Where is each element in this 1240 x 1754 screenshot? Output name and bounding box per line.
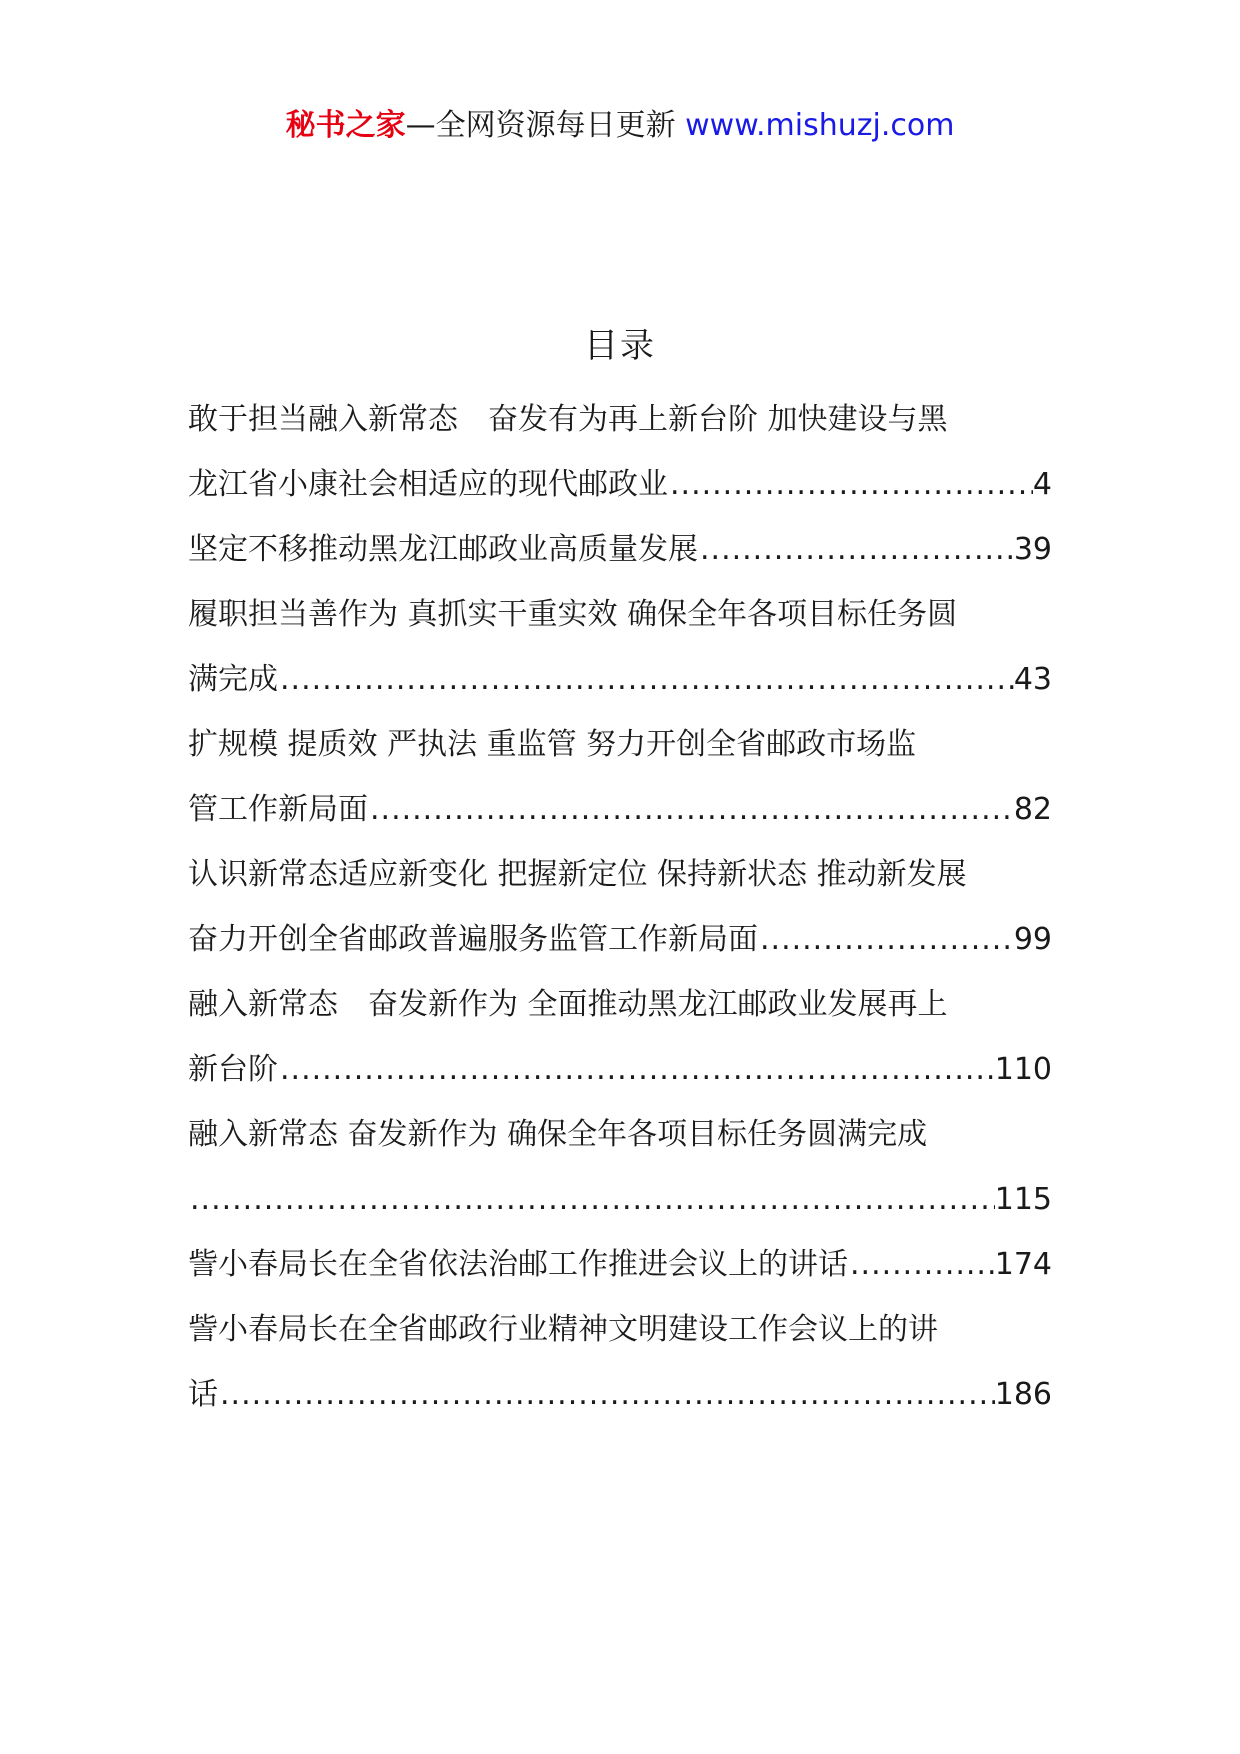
site-url-link[interactable]: www.mishuzj.com (685, 108, 955, 143)
toc-page-number: 115 (994, 1182, 1052, 1217)
toc-page-number: 82 (1013, 792, 1052, 827)
toc-dot-leader (278, 1037, 995, 1102)
toc-dot-leader (278, 647, 1014, 712)
toc-page-number: 174 (994, 1247, 1052, 1282)
toc-page-number: 186 (994, 1377, 1052, 1412)
toc-entry[interactable] (188, 582, 1052, 712)
toc-entry-final-line (188, 907, 1052, 972)
toc-entry-text: 龙江省小康社会相适应的现代邮政业 (188, 467, 668, 502)
toc-entry-text: 坚定不移推动黑龙江邮政业高质量发展 (188, 532, 698, 567)
toc-dot-leader (758, 907, 1014, 972)
toc-dot-leader (368, 777, 1014, 842)
toc-dot-leader (668, 452, 1033, 517)
toc-page-number: 110 (994, 1052, 1052, 1087)
toc-entry-line: 认识新常态适应新变化 把握新定位 保持新状态 推动新发展 (188, 857, 967, 892)
toc-entry[interactable] (188, 842, 1052, 972)
toc-entry-text: 话 (188, 1377, 218, 1412)
toc-page-number: 4 (1032, 467, 1052, 502)
toc-entry-text: 管工作新局面 (188, 792, 368, 827)
toc-entry-line: 融入新常态 奋发新作为 全面推动黑龙江邮政业发展再上 (188, 987, 948, 1022)
toc-entry[interactable] (188, 1297, 1052, 1427)
toc-entry-line: 敢于担当融入新常态 奋发有为再上新台阶 加快建设与黑 (188, 402, 948, 437)
toc-dot-leader (218, 1362, 995, 1427)
toc-page-number: 99 (1013, 922, 1052, 957)
toc-entry[interactable] (188, 517, 1052, 582)
toc-entry-final-line (188, 1232, 1052, 1297)
toc-entry-line: 訾小春局长在全省邮政行业精神文明建设工作会议上的讲 (188, 1312, 938, 1347)
toc-entry[interactable] (188, 712, 1052, 842)
table-of-contents (188, 387, 1052, 1427)
toc-dot-leader (848, 1232, 995, 1297)
toc-entry-text: 新台阶 (188, 1052, 278, 1087)
toc-entry-final-line (188, 777, 1052, 842)
toc-title: 目录 (584, 326, 656, 366)
site-header (0, 104, 1240, 148)
site-slogan: —全网资源每日更新 (405, 108, 686, 143)
toc-entry[interactable] (188, 1232, 1052, 1297)
toc-entry-final-line (188, 452, 1052, 517)
toc-entry-final-line (188, 1167, 1052, 1232)
toc-entry-final-line (188, 1362, 1052, 1427)
toc-entry-final-line (188, 1037, 1052, 1102)
toc-entry-final-line (188, 517, 1052, 582)
toc-entry[interactable] (188, 972, 1052, 1102)
toc-dot-leader (698, 517, 1014, 582)
toc-entry-final-line (188, 647, 1052, 712)
toc-entry-text: 奋力开创全省邮政普遍服务监管工作新局面 (188, 922, 758, 957)
toc-entry-line: 融入新常态 奋发新作为 确保全年各项目标任务圆满完成 (188, 1117, 928, 1152)
toc-entry-line: 履职担当善作为 真抓实干重实效 确保全年各项目标任务圆 (188, 597, 958, 632)
toc-entry-text: 满完成 (188, 662, 278, 697)
toc-entry[interactable] (188, 387, 1052, 517)
toc-entry-line: 扩规模 提质效 严执法 重监管 努力开创全省邮政市场监 (188, 727, 917, 762)
brand-name: 秘书之家 (285, 108, 406, 143)
toc-dot-leader (188, 1167, 995, 1232)
toc-page-number: 39 (1013, 532, 1052, 567)
toc-entry-text: 訾小春局长在全省依法治邮工作推进会议上的讲话 (188, 1247, 848, 1282)
toc-entry[interactable] (188, 1102, 1052, 1232)
toc-page-number: 43 (1013, 662, 1052, 697)
